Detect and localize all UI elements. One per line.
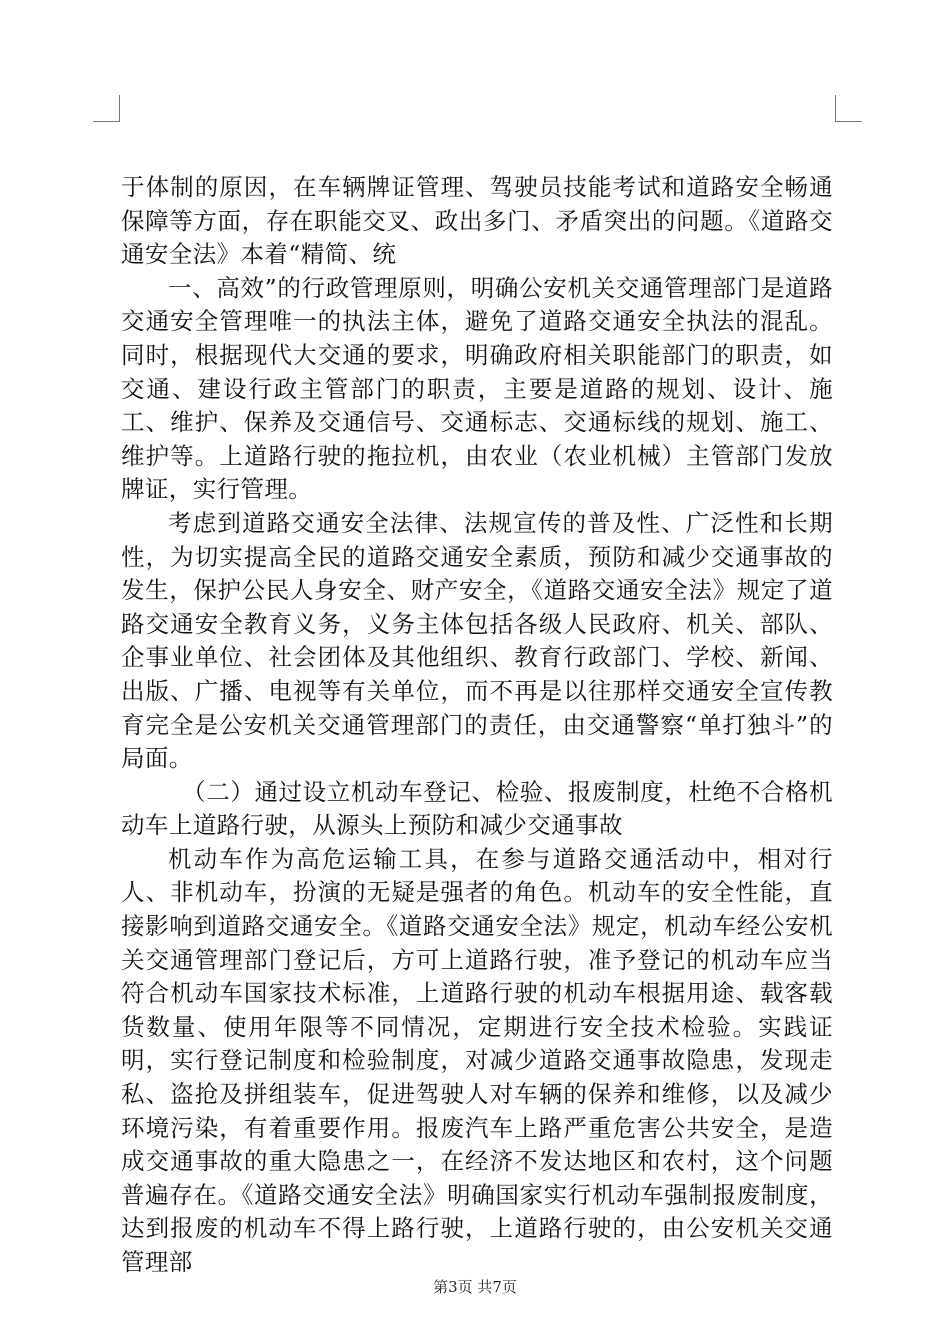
- page-footer: 第3页 共7页: [433, 1278, 517, 1296]
- paragraph: 考虑到道路交通安全法律、法规宣传的普及性、广泛性和长期性，为切实提高全民的道路交通安全素质，预防和减少交通事故的发生，保护公民人身安全、财产安全，《道路交通安全法》规定了道路交通安全教育义务，义务主体包括各级人民政府、机关、部队、企事业单位、社会团体及其他组织、教育行政部门、学校、新闻、出版、广播、电视等有关单位，而不再是以往那样交通安全宣传教育完全是公安机关交通管理部门的责任，由交通警察“单打独斗”的局面。: [121, 508, 833, 773]
- body-text: [121, 171, 833, 1280]
- section-heading: （二）通过设立机动车登记、检验、报废制度，杜绝不合格机动车上道路行驶，从源头上预防和减少交通事故: [121, 777, 833, 840]
- paragraph: 机动车作为高危运输工具，在参与道路交通活动中，相对行人、非机动车，扮演的无疑是强者的角色。机动车的安全性能，直接影响到道路交通安全。《道路交通安全法》规定，机动车经公安机关交通管理部门登记后，方可上道路行驶，准予登记的机动车应当符合机动车国家技术标准，上道路行驶的机动车根据用途、载客载货数量、使用年限等不同情况，定期进行安全技术检验。实践证明，实行登记制度和检验制度，对减少道路交通事故隐患，发现走私、盗抢及拼组装车，促进驾驶人对车辆的保养和维修，以及减少环境污染，有着重要作用。报废汽车上路严重危害公共安全，是造成交通事故的重大隐患之一，在经济不发达地区和农村，这个问题普遍存在。《道路交通安全法》明确国家实行机动车强制报废制度，达到报废的机动车不得上路行驶，上道路行驶的，由公安机关交通管理部: [121, 844, 833, 1276]
- crop-mark-top-left: [93, 95, 120, 122]
- paragraph: 于体制的原因，在车辆牌证管理、驾驶员技能考试和道路安全畅通保障等方面，存在职能交叉、政出多门、矛盾突出的问题。《道路交通安全法》本着“精简、统: [121, 173, 833, 269]
- paragraph: 一、高效”的行政管理原则，明确公安机关交通管理部门是道路交通安全管理唯一的执法主体，避免了道路交通安全执法的混乱。同时，根据现代大交通的要求，明确政府相关职能部门的职责，如交通、建设行政主管部门的职责，主要是道路的规划、设计、施工、维护、保养及交通信号、交通标志、交通标线的规划、施工、维护等。上道路行驶的拖拉机，由农业（农业机械）主管部门发放牌证，实行管理。: [121, 273, 833, 504]
- crop-mark-top-right: [835, 95, 862, 122]
